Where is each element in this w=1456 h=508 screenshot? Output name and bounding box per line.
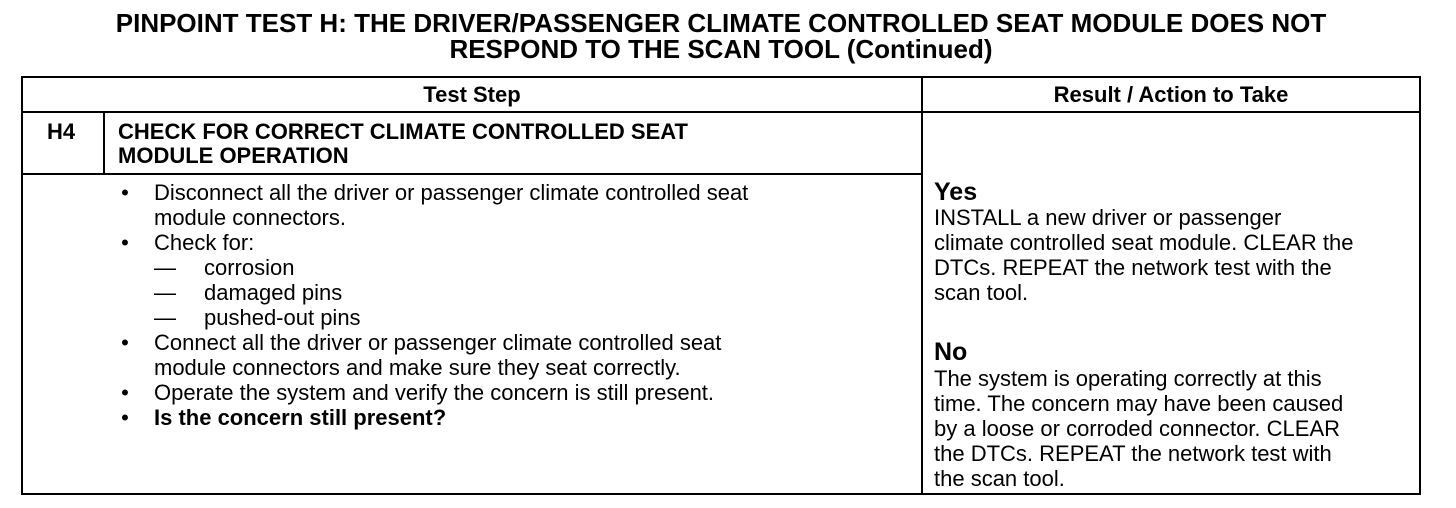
instruction-line [118,405,908,430]
bullet-icon: • [121,180,129,205]
step-id: H4 [47,119,76,144]
step-id-divider [103,113,105,174]
result-line: climate controlled seat module. CLEAR the [934,230,1354,255]
instruction-subitem: corrosion [204,255,295,280]
instruction-text: Check for: [154,230,255,255]
instruction-subitem: pushed-out pins [204,305,361,330]
result-line: the DTCs. REPEAT the network test with [934,441,1332,466]
result-line: time. The concern may have been caused [934,391,1344,416]
instruction-line [118,280,908,305]
step-title-line-2: MODULE OPERATION [118,143,349,168]
dash-icon: — [154,305,176,330]
step-title-divider [23,173,921,175]
instruction-line [118,355,908,380]
result-yes-label: Yes [934,178,978,206]
instruction-line [118,205,908,230]
step-title [118,120,688,168]
result-line: INSTALL a new driver or passenger [934,205,1282,230]
result-yes-text [934,205,1422,305]
instruction-line [118,380,908,405]
title-line-2: RESPOND TO THE SCAN TOOL (Continued) [449,34,993,64]
instruction-text: Operate the system and verify the concern is still present. [154,380,715,405]
page-title [20,10,1422,62]
result-line: the scan tool. [934,466,1065,491]
instruction-line [118,180,908,205]
result-line: The system is operating correctly at this [934,366,1322,391]
instruction-text: Connect all the driver or passenger climate controlled seat [154,330,722,355]
title-line-1: PINPOINT TEST H: THE DRIVER/PASSENGER CLIMATE CONTROLLED SEAT MODULE DOES NOT [115,8,1327,38]
result-line: scan tool. [934,280,1029,305]
instruction-line [118,230,908,255]
dash-icon: — [154,255,176,280]
result-no-label: No [934,338,968,366]
instruction-text: module connectors and make sure they seat correctly. [154,355,681,380]
header-result-action: Result / Action to Take [1053,82,1289,107]
test-table [21,76,1421,495]
result-no-text [934,366,1422,491]
header-divider [23,111,1419,113]
dash-icon: — [154,280,176,305]
bullet-icon: • [121,405,129,430]
header-test-step: Test Step [423,82,521,107]
result-line: DTCs. REPEAT the network test with the [934,255,1332,280]
step-instructions [118,180,908,440]
bullet-icon: • [121,330,129,355]
bullet-icon: • [121,380,129,405]
instruction-subitem: damaged pins [204,280,343,305]
instruction-text: module connectors. [154,205,346,230]
instruction-line [118,330,908,355]
column-divider [921,78,923,493]
instruction-line [118,305,908,330]
instruction-text: Is the concern still present? [154,405,447,430]
instruction-text: Disconnect all the driver or passenger climate controlled seat [154,180,749,205]
result-line: by a loose or corroded connector. CLEAR [934,416,1341,441]
bullet-icon: • [121,230,129,255]
instruction-line [118,255,908,280]
step-title-line-1: CHECK FOR CORRECT CLIMATE CONTROLLED SEAT [118,119,688,144]
